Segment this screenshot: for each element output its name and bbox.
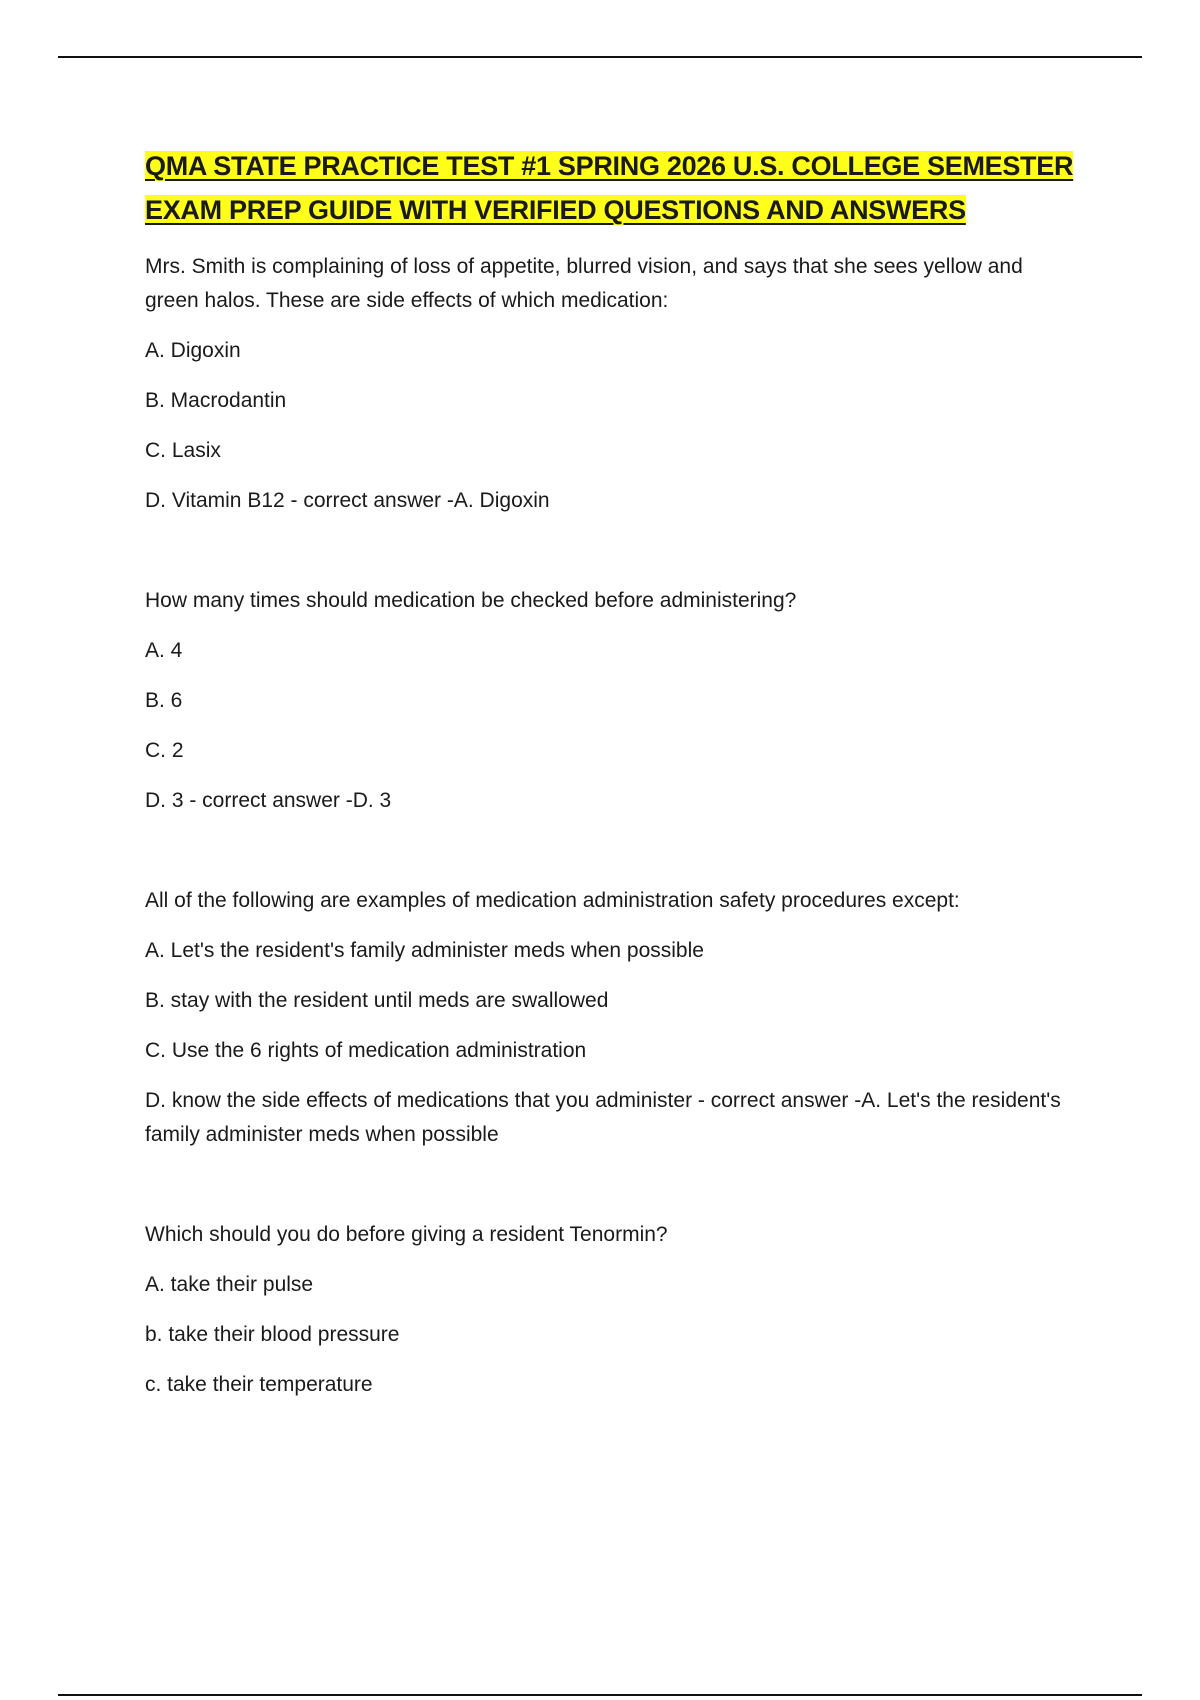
header-rule [58, 56, 1142, 58]
answer-option: B. stay with the resident until meds are swallowed [145, 989, 609, 1012]
question-block-3 [145, 884, 1075, 1152]
question-stem: Which should you do before giving a resident Tenormin? [145, 1223, 668, 1246]
footer-rule [58, 1694, 1142, 1696]
answer-option: A. Digoxin [145, 339, 241, 362]
document-title-text: QMA STATE PRACTICE TEST #1 SPRING 2026 U.S. COLLEGE SEMESTER EXAM PREP GUIDE WITH VERIFIED QUESTIONS AND ANSWERS [145, 151, 1074, 225]
answer-option: C. Use the 6 rights of medication administration [145, 1039, 587, 1062]
answer-option: b. take their blood pressure [145, 1323, 400, 1346]
question-block-1 [145, 250, 1075, 518]
answer-option-with-key: D. Vitamin B12 - correct answer -A. Digoxin [145, 489, 550, 512]
question-block-4 [145, 1218, 1075, 1402]
answer-option-with-key: D. know the side effects of medications that you administer - correct answer -A. Let's the resident's family administer meds when possible [145, 1089, 1061, 1146]
answer-option-with-key: D. 3 - correct answer -D. 3 [145, 789, 392, 812]
question-stem: All of the following are examples of medication administration safety procedures except: [145, 889, 960, 912]
document-title [145, 144, 1075, 232]
question-block-2 [145, 584, 1075, 818]
answer-option: A. Let's the resident's family administer meds when possible [145, 939, 704, 962]
answer-option: B. Macrodantin [145, 389, 287, 412]
question-stem: How many times should medication be checked before administering? [145, 589, 797, 612]
answer-option: C. Lasix [145, 439, 221, 462]
answer-option: A. 4 [145, 639, 183, 662]
question-stem: Mrs. Smith is complaining of loss of appetite, blurred vision, and says that she sees yellow and green halos. These are side effects of which medication: [145, 255, 1023, 312]
answer-option: A. take their pulse [145, 1273, 314, 1296]
answer-option: c. take their temperature [145, 1373, 373, 1396]
answer-option: B. 6 [145, 689, 183, 712]
answer-option: C. 2 [145, 739, 184, 762]
document-body [145, 144, 1075, 1468]
